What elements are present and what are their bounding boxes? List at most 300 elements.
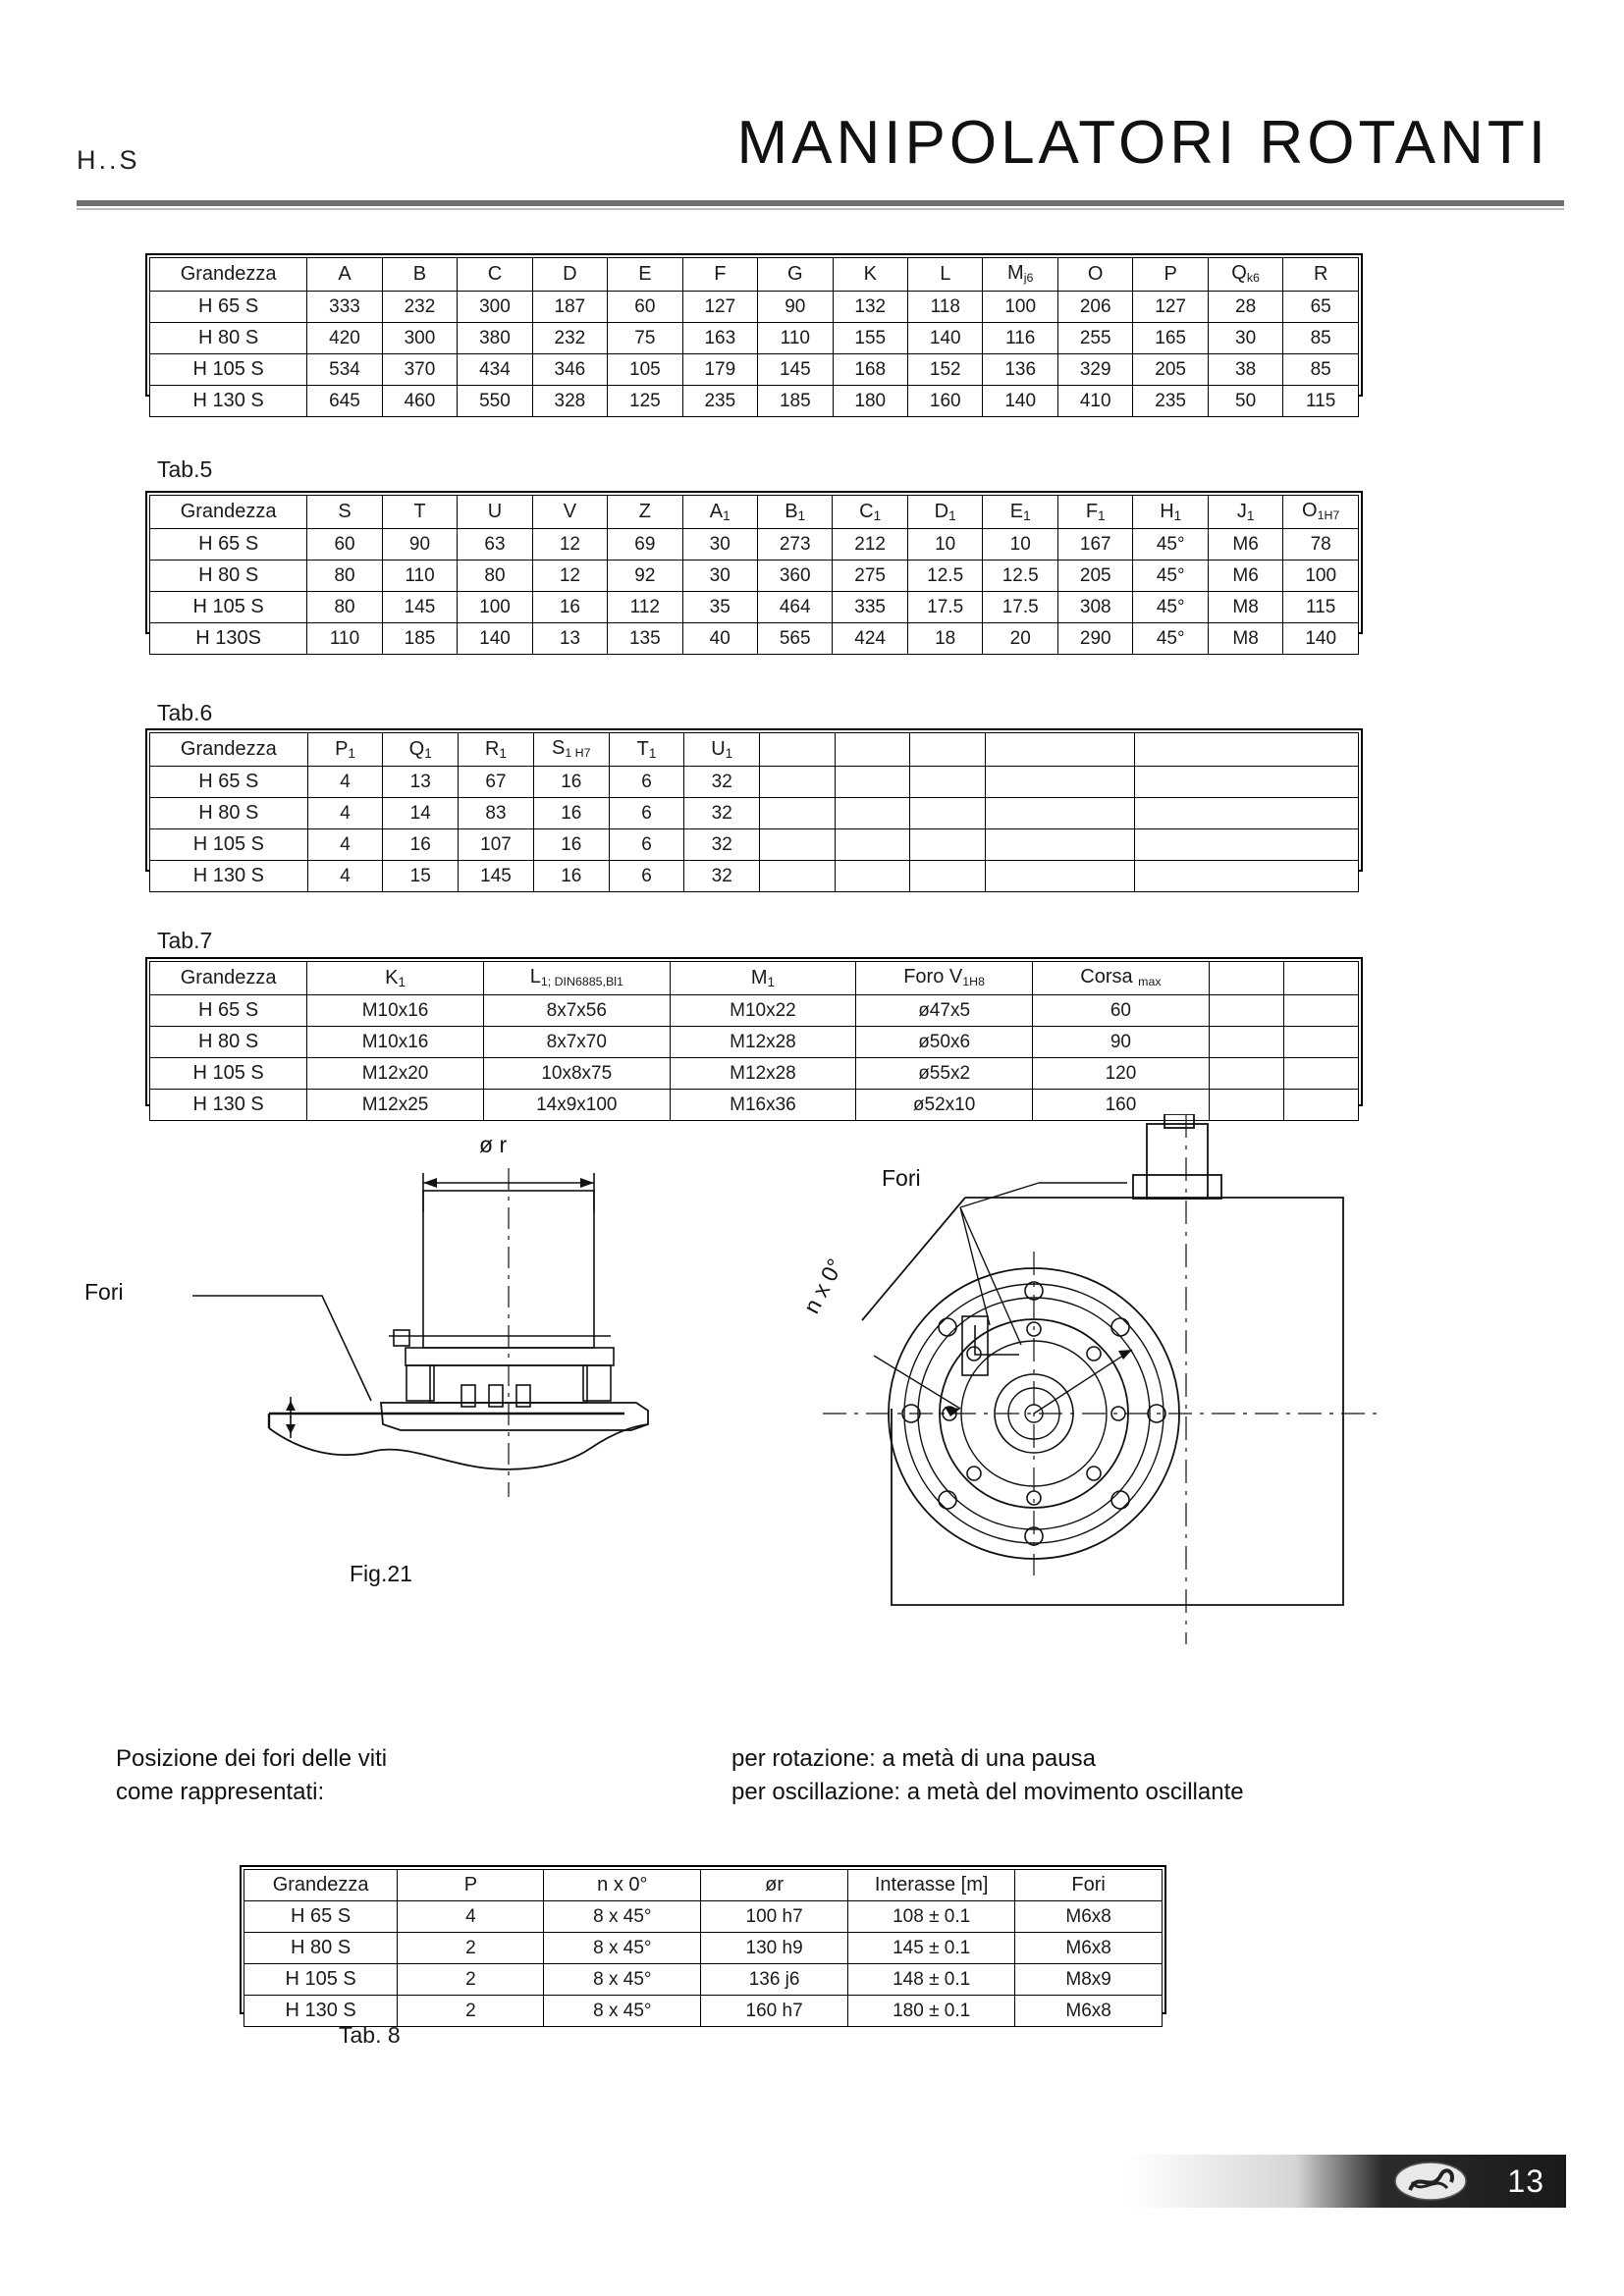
col-c: C (458, 258, 532, 292)
cell: 90 (1033, 1027, 1210, 1058)
col-foro-v1h8: Foro V1H8 (856, 962, 1033, 995)
cell: 28 (1208, 292, 1282, 323)
cell: 45° (1133, 592, 1208, 623)
cell: 645 (307, 386, 382, 417)
cell: ø47x5 (856, 995, 1033, 1027)
cell-grandezza: H 80 S (244, 1933, 398, 1964)
table-row (150, 561, 1359, 592)
col-c1: $C_1$ (833, 496, 907, 529)
cell: 187 (532, 292, 607, 323)
cell: 85 (1283, 354, 1359, 386)
cell: 180 ± 0.1 (848, 1996, 1015, 2027)
cell (1135, 861, 1359, 892)
col-grandezza: Grandezza (150, 258, 307, 292)
col-grandezza: Grandezza (150, 962, 307, 995)
cell: 16 (533, 829, 609, 861)
cell: 90 (758, 292, 833, 323)
cell: 4 (307, 767, 383, 798)
cell: 90 (382, 529, 457, 561)
cell: 110 (382, 561, 457, 592)
cell: 2 (398, 1996, 544, 2027)
col-g: G (758, 258, 833, 292)
col-empty (835, 733, 910, 767)
cell: 333 (307, 292, 382, 323)
cell: ø52x10 (856, 1090, 1033, 1121)
cell: 12 (532, 561, 607, 592)
note-left (116, 1742, 626, 1809)
cell: 6 (609, 767, 684, 798)
col-p: P (398, 1870, 544, 1901)
cell (910, 829, 986, 861)
table-row (150, 1027, 1359, 1058)
cell: 80 (458, 561, 532, 592)
cell: M12x28 (670, 1058, 856, 1090)
footer-gradient-bar (1129, 2155, 1566, 2208)
cell: 328 (532, 386, 607, 417)
cell: M8x9 (1015, 1964, 1163, 1996)
cell: 148 ± 0.1 (848, 1964, 1015, 1996)
cell (760, 861, 836, 892)
cell: 255 (1057, 323, 1132, 354)
note-left-line2: come rappresentati: (116, 1779, 325, 1805)
cell: 12.5 (907, 561, 983, 592)
caption-tab5: Tab.5 (157, 456, 213, 482)
cell: 140 (1283, 623, 1359, 655)
col-b1: $B_1$ (757, 496, 832, 529)
cell: 115 (1283, 592, 1359, 623)
cell: 4 (398, 1901, 544, 1933)
cell: 300 (382, 323, 457, 354)
cell: 8x7x56 (483, 995, 670, 1027)
cell: 125 (608, 386, 682, 417)
col-b: B (382, 258, 457, 292)
cell: 115 (1283, 386, 1359, 417)
cell: 205 (1057, 561, 1132, 592)
cell-grandezza: H 105 S (150, 592, 307, 623)
cell-grandezza: H 105 S (150, 1058, 307, 1090)
cell: M6 (1208, 561, 1282, 592)
cell: M16x36 (670, 1090, 856, 1121)
cell: 127 (1133, 292, 1208, 323)
header-divider (77, 200, 1564, 206)
cell: 232 (382, 292, 457, 323)
cell: 8 x 45° (544, 1996, 701, 2027)
cell: 8x7x70 (483, 1027, 670, 1058)
cell: 92 (608, 561, 682, 592)
note-right (731, 1742, 1419, 1809)
specs-table-tab7 (149, 961, 1359, 1121)
cell (1135, 829, 1359, 861)
cell (985, 767, 1134, 798)
cell: 16 (532, 592, 607, 623)
cell: 75 (608, 323, 682, 354)
cell: 180 (833, 386, 907, 417)
cell: 6 (609, 861, 684, 892)
table-row (150, 592, 1359, 623)
cell (910, 861, 986, 892)
cell: M8 (1208, 623, 1282, 655)
col-l1: L1; DIN6885,Bl1 (483, 962, 670, 995)
table-row (150, 354, 1359, 386)
cell: 60 (1033, 995, 1210, 1027)
table-row (150, 829, 1359, 861)
col-m1: $M_1$ (670, 962, 856, 995)
col-empty (985, 733, 1134, 767)
table-row (244, 1901, 1163, 1933)
cell: M10x22 (670, 995, 856, 1027)
cell: 8 x 45° (544, 1933, 701, 1964)
cell: 107 (459, 829, 534, 861)
cell: 17.5 (983, 592, 1058, 623)
cell: 8 x 45° (544, 1964, 701, 1996)
col-n-x-0: n x 0° (544, 1870, 701, 1901)
cell: 13 (532, 623, 607, 655)
cell: 165 (1133, 323, 1208, 354)
cell (1135, 798, 1359, 829)
col-r: R (1283, 258, 1359, 292)
cell (760, 829, 836, 861)
col-u: U (458, 496, 532, 529)
cell: 136 j6 (701, 1964, 848, 1996)
cell-grandezza: H 80 S (150, 1027, 307, 1058)
cell: 110 (307, 623, 382, 655)
cell: 10x8x75 (483, 1058, 670, 1090)
cell: 145 ± 0.1 (848, 1933, 1015, 1964)
cell: 80 (307, 592, 382, 623)
cell: 346 (532, 354, 607, 386)
cell: 300 (458, 292, 532, 323)
cell: 235 (682, 386, 757, 417)
cell: 2 (398, 1964, 544, 1996)
table-header-row (150, 962, 1359, 995)
cell: 235 (1133, 386, 1208, 417)
col-j1: $J_1$ (1208, 496, 1282, 529)
cell-grandezza: H 105 S (150, 354, 307, 386)
cell: 83 (459, 798, 534, 829)
table-row (150, 995, 1359, 1027)
cell: M6 (1208, 529, 1282, 561)
drawing-svg (77, 1114, 1549, 1693)
cell (985, 861, 1134, 892)
col-e: E (608, 258, 682, 292)
cell: ø55x2 (856, 1058, 1033, 1090)
cell: 550 (458, 386, 532, 417)
cell: 168 (833, 354, 907, 386)
cell: 4 (307, 861, 383, 892)
cell: 100 (458, 592, 532, 623)
caption-tab6: Tab.6 (157, 700, 213, 725)
cell: 12 (532, 529, 607, 561)
cell: 45° (1133, 529, 1208, 561)
cell: M6x8 (1015, 1901, 1163, 1933)
cell: 100 (1283, 561, 1359, 592)
cell: 32 (684, 767, 760, 798)
cell-grandezza: H 105 S (244, 1964, 398, 1996)
cell: 20 (983, 623, 1058, 655)
col-h1: $H_1$ (1133, 496, 1208, 529)
col-t1: $T_1$ (609, 733, 684, 767)
cell: 4 (307, 829, 383, 861)
technical-drawing (77, 1114, 1549, 1693)
col-d1: $D_1$ (907, 496, 983, 529)
cell: 206 (1057, 292, 1132, 323)
cell: 100 (983, 292, 1057, 323)
cell: 14x9x100 (483, 1090, 670, 1121)
table-header-row (150, 733, 1359, 767)
cell: 2 (398, 1933, 544, 1964)
col-o1h7: O1H7 (1283, 496, 1359, 529)
cell: 8 x 45° (544, 1901, 701, 1933)
col-v: V (532, 496, 607, 529)
cell: 32 (684, 829, 760, 861)
col-empty (1283, 962, 1358, 995)
cell (1209, 1027, 1283, 1058)
cell (1283, 1027, 1358, 1058)
specs-table-tab4 (149, 257, 1359, 417)
cell (835, 829, 910, 861)
col-grandezza: Grandezza (150, 496, 307, 529)
cell: M10x16 (307, 1027, 484, 1058)
col-k: K (833, 258, 907, 292)
cell: 30 (1208, 323, 1282, 354)
header-divider-light (77, 208, 1564, 210)
table-header-row (150, 496, 1359, 529)
col-empty (1135, 733, 1359, 767)
cell: 360 (757, 561, 832, 592)
cell: 15 (383, 861, 459, 892)
col-k1: $K_1$ (307, 962, 484, 995)
cell: 85 (1283, 323, 1359, 354)
cell: 179 (682, 354, 757, 386)
page-number: 13 (1507, 2163, 1544, 2199)
cell (1209, 1058, 1283, 1090)
col-q: Qk6 (1208, 258, 1282, 292)
cell: 10 (907, 529, 983, 561)
cell: 18 (907, 623, 983, 655)
cell (1135, 767, 1359, 798)
cell: ø50x6 (856, 1027, 1033, 1058)
cell (835, 767, 910, 798)
cell: 460 (382, 386, 457, 417)
cell: M12x28 (670, 1027, 856, 1058)
col-grandezza: Grandezza (244, 1870, 398, 1901)
cell-grandezza: H 130 S (150, 1090, 307, 1121)
cell: 45° (1133, 623, 1208, 655)
col-grandezza: Grandezza (150, 733, 308, 767)
col-f1: $F_1$ (1057, 496, 1132, 529)
page-footer (1129, 2155, 1566, 2208)
cell: 16 (533, 767, 609, 798)
note-right-line1: per rotazione: a metà di una pausa (731, 1745, 1096, 1772)
cell: 40 (682, 623, 757, 655)
cell: 212 (833, 529, 907, 561)
cell: 290 (1057, 623, 1132, 655)
specs-table-tab5 (149, 495, 1359, 655)
cell: M8 (1208, 592, 1282, 623)
table-row (244, 1933, 1163, 1964)
cell-grandezza: H 65 S (150, 292, 307, 323)
cell (910, 767, 986, 798)
col-o: O (1057, 258, 1132, 292)
cell: 16 (533, 798, 609, 829)
cell-grandezza: H 105 S (150, 829, 308, 861)
cell: 6 (609, 829, 684, 861)
cell: M6x8 (1015, 1996, 1163, 2027)
cell: 30 (682, 529, 757, 561)
col-interasse: Interasse [m] (848, 1870, 1015, 1901)
cell-grandezza: H 130 S (244, 1996, 398, 2027)
cell: M10x16 (307, 995, 484, 1027)
col-r1: $R_1$ (459, 733, 534, 767)
cell: 69 (608, 529, 682, 561)
cell-grandezza: H 65 S (150, 767, 308, 798)
cell: 380 (458, 323, 532, 354)
cell: 12.5 (983, 561, 1058, 592)
cell: 464 (757, 592, 832, 623)
cell: 10 (983, 529, 1058, 561)
specs-table-tab6 (149, 732, 1359, 892)
cell: 145 (382, 592, 457, 623)
cell: 130 h9 (701, 1933, 848, 1964)
cell: 4 (307, 798, 383, 829)
col-q1: $Q_1$ (383, 733, 459, 767)
cell: 163 (682, 323, 757, 354)
col-empty (1209, 962, 1283, 995)
table-row (150, 529, 1359, 561)
cell: 205 (1133, 354, 1208, 386)
figure-caption: Fig.21 (350, 1561, 412, 1586)
table-header-row (150, 258, 1359, 292)
col-s: S (307, 496, 382, 529)
table-header-row (244, 1870, 1163, 1901)
table-row (150, 1058, 1359, 1090)
cell: 185 (382, 623, 457, 655)
cell: 275 (833, 561, 907, 592)
cell (760, 798, 836, 829)
col-l: L (908, 258, 983, 292)
cell: 152 (908, 354, 983, 386)
cell: 329 (1057, 354, 1132, 386)
cell: 167 (1057, 529, 1132, 561)
col-f: F (682, 258, 757, 292)
col-corsa-max: Corsa max (1033, 962, 1210, 995)
col-d: D (532, 258, 607, 292)
col-t: T (382, 496, 457, 529)
col-or: ør (701, 1870, 848, 1901)
page-title: MANIPOLATORI ROTANTI (736, 109, 1549, 177)
cell: 6 (609, 798, 684, 829)
cell: 16 (383, 829, 459, 861)
cell: 273 (757, 529, 832, 561)
cell (760, 767, 836, 798)
cell: 132 (833, 292, 907, 323)
cell: 127 (682, 292, 757, 323)
cell: 16 (533, 861, 609, 892)
cell: 67 (459, 767, 534, 798)
cell: 17.5 (907, 592, 983, 623)
cell: M12x20 (307, 1058, 484, 1090)
note-left-line1: Posizione dei fori delle viti (116, 1745, 388, 1772)
cell: 32 (684, 798, 760, 829)
cell: 80 (307, 561, 382, 592)
cell: 136 (983, 354, 1057, 386)
cell (835, 798, 910, 829)
cell: 335 (833, 592, 907, 623)
cell: 45° (1133, 561, 1208, 592)
label-angle-n-x-0: n x 0° (798, 1254, 848, 1318)
table-row (150, 798, 1359, 829)
cell: 145 (758, 354, 833, 386)
table-row (150, 323, 1359, 354)
cell (1283, 995, 1358, 1027)
cell: 60 (608, 292, 682, 323)
cell: 78 (1283, 529, 1359, 561)
cell: M6x8 (1015, 1933, 1163, 1964)
col-a1: $A_1$ (682, 496, 757, 529)
cell: 185 (758, 386, 833, 417)
cell: 120 (1033, 1058, 1210, 1090)
cell-grandezza: H 65 S (244, 1901, 398, 1933)
cell: 410 (1057, 386, 1132, 417)
cell: M12x25 (307, 1090, 484, 1121)
cell: 140 (908, 323, 983, 354)
cell: 370 (382, 354, 457, 386)
label-fori-right: Fori (882, 1165, 921, 1191)
col-s1h7: S1 H7 (533, 733, 609, 767)
caption-tab7: Tab.7 (157, 928, 213, 953)
cell (835, 861, 910, 892)
cell (1209, 995, 1283, 1027)
table-row (150, 623, 1359, 655)
table-row (150, 292, 1359, 323)
cell: 50 (1208, 386, 1282, 417)
table-row (150, 767, 1359, 798)
cell-grandezza: H 65 S (150, 995, 307, 1027)
label-fori-left: Fori (84, 1279, 124, 1305)
cell-grandezza: H 80 S (150, 798, 308, 829)
cell: 155 (833, 323, 907, 354)
cell: 116 (983, 323, 1057, 354)
col-m: Mj6 (983, 258, 1057, 292)
cell: 13 (383, 767, 459, 798)
cell: 565 (757, 623, 832, 655)
col-e1: $E_1$ (983, 496, 1058, 529)
cell: 145 (459, 861, 534, 892)
table-row (244, 1964, 1163, 1996)
cell: 232 (532, 323, 607, 354)
company-logo-icon (1392, 2161, 1469, 2202)
cell (985, 798, 1134, 829)
cell-grandezza: H 80 S (150, 323, 307, 354)
cell: 135 (608, 623, 682, 655)
cell: 110 (758, 323, 833, 354)
col-fori: Fori (1015, 1870, 1163, 1901)
cell: 140 (458, 623, 532, 655)
col-empty (910, 733, 986, 767)
cell: 160 h7 (701, 1996, 848, 2027)
cell-grandezza: H 65 S (150, 529, 307, 561)
col-p1: $P_1$ (307, 733, 383, 767)
cell: 160 (1033, 1090, 1210, 1121)
cell (985, 829, 1134, 861)
col-z: Z (608, 496, 682, 529)
cell (1283, 1058, 1358, 1090)
document-code: H..S (77, 145, 140, 175)
page-header (77, 108, 1549, 196)
cell: 118 (908, 292, 983, 323)
note-right-line2: per oscillazione: a metà del movimento oscillante (731, 1779, 1244, 1805)
cell (910, 798, 986, 829)
